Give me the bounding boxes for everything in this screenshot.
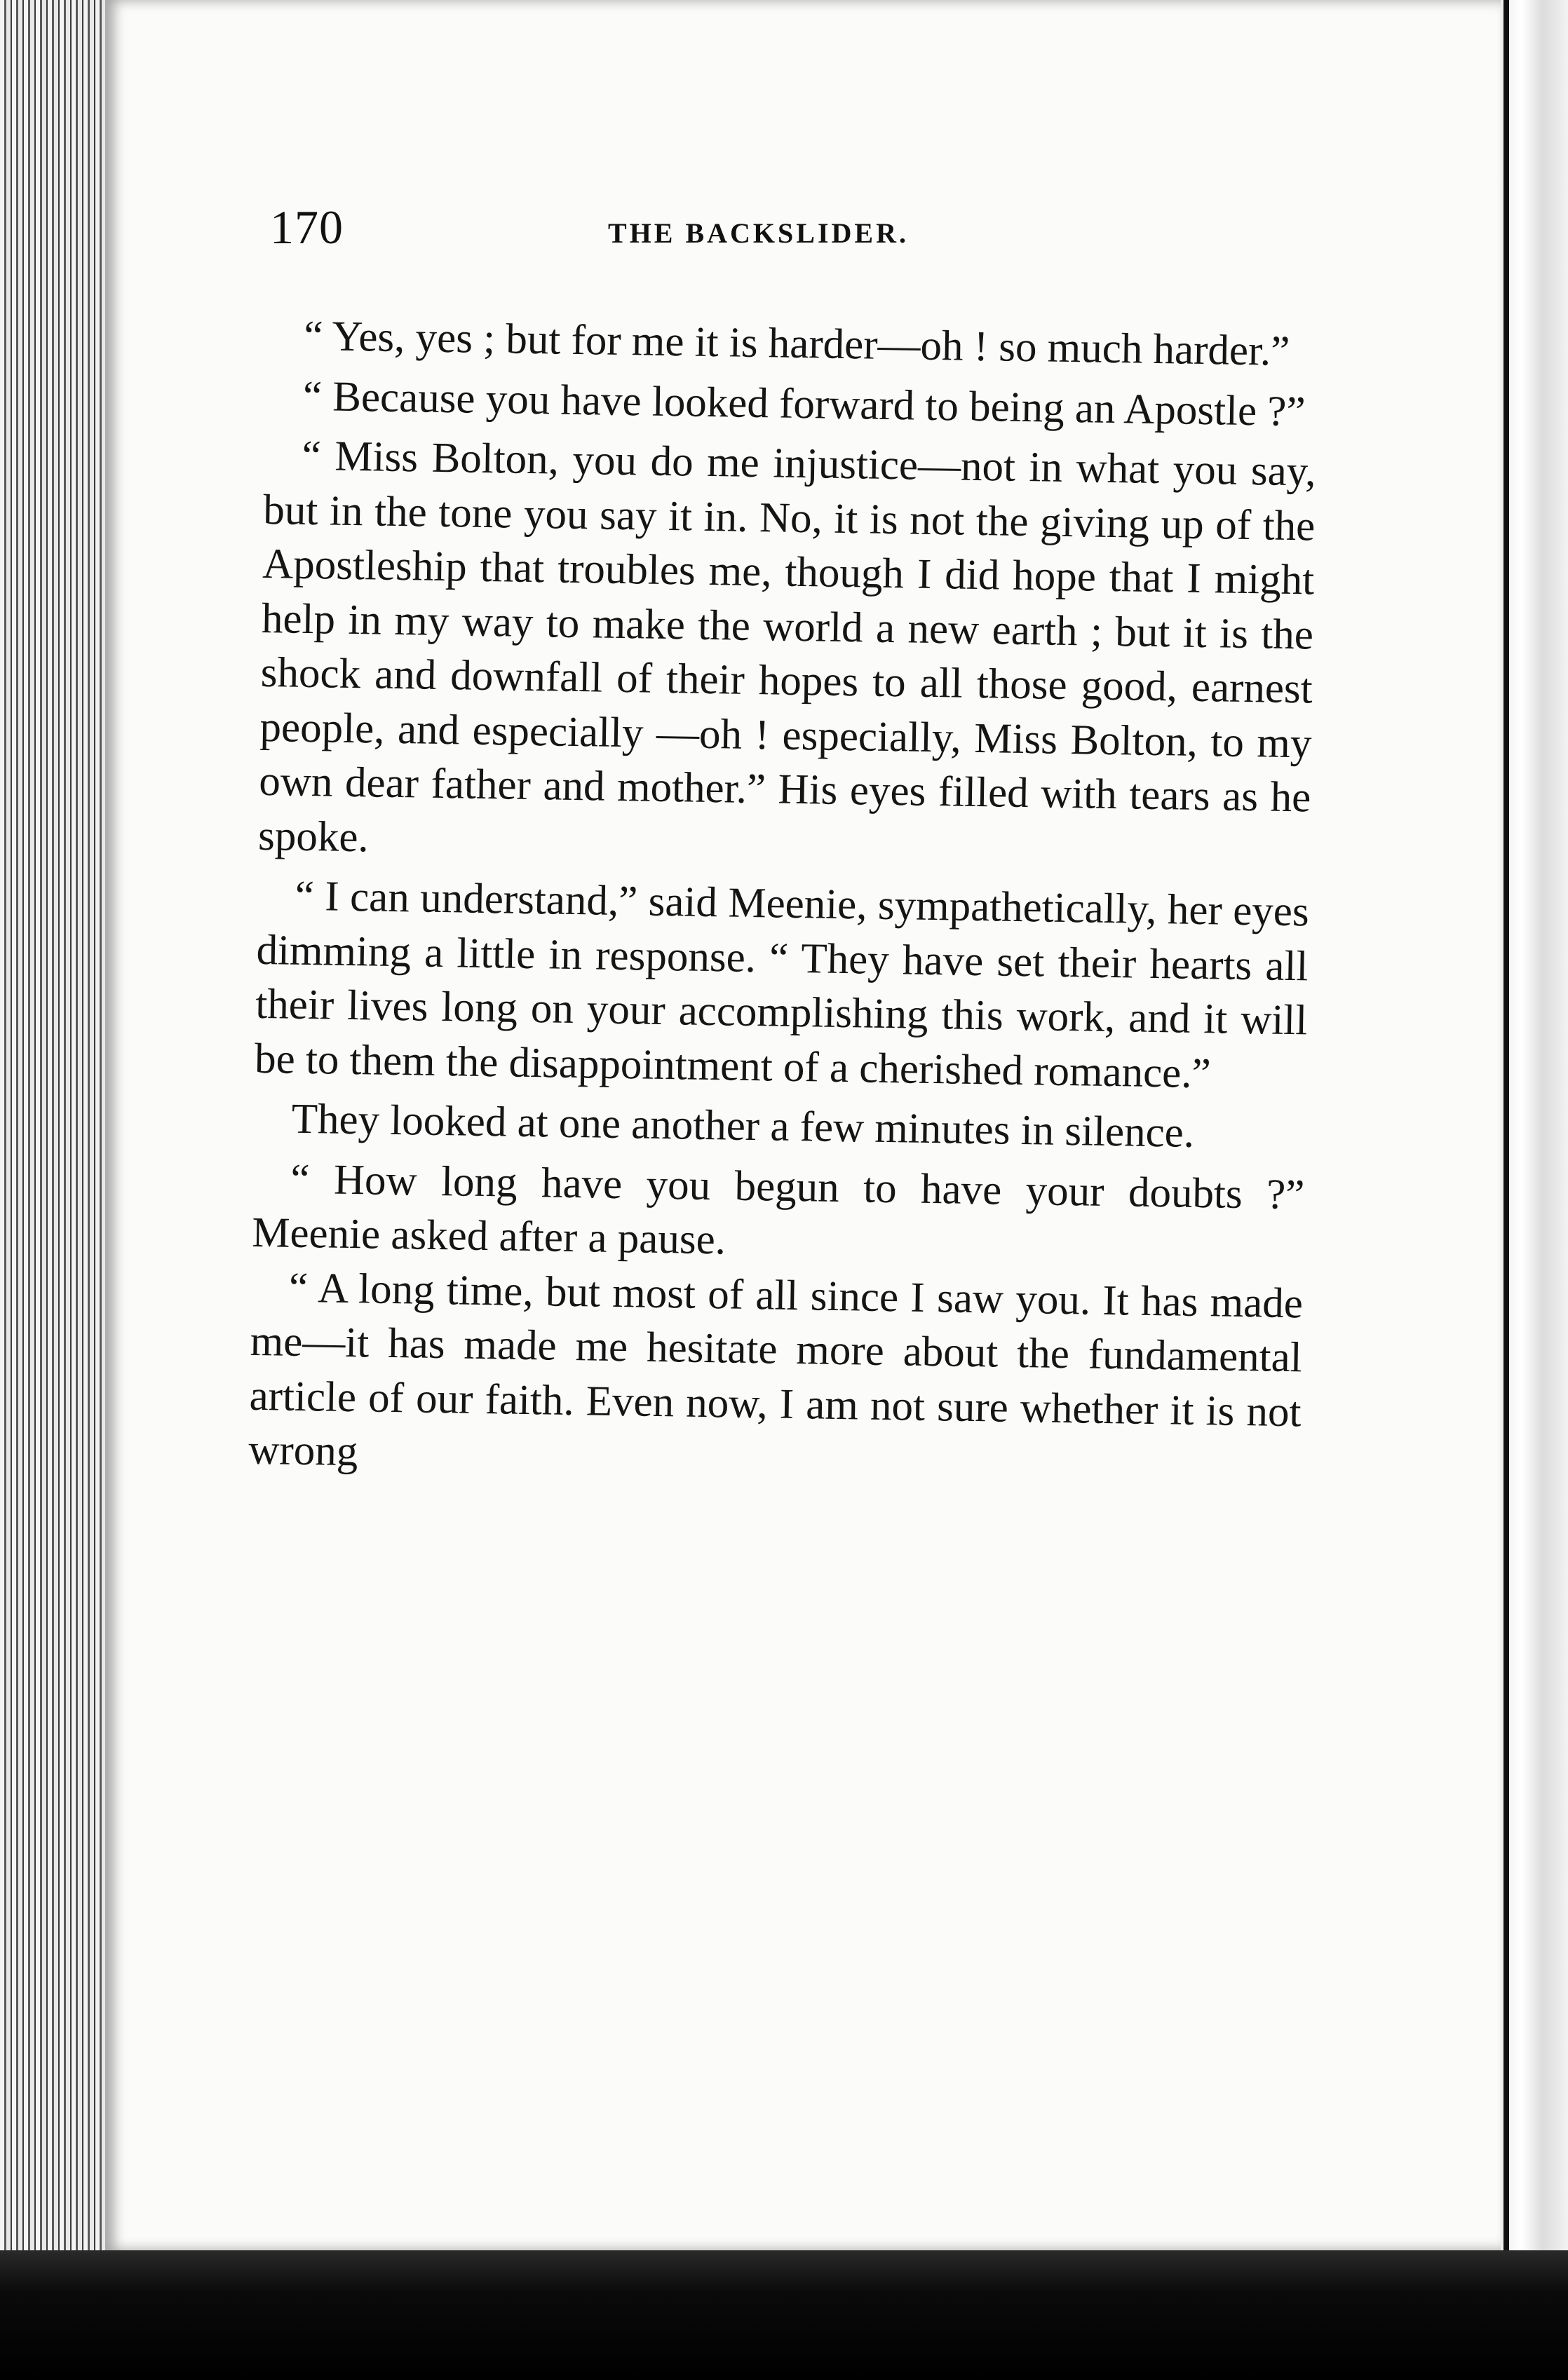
paragraph: They looked at one another a few minutes in silence. <box>291 1095 1195 1157</box>
running-header <box>270 200 1322 263</box>
paragraph: “ A long time, but most of all since I saw you. It has made me—it has made me hesitate more about the fundamental article of our faith. Even now, I am not sure whether it is not wrong <box>248 1264 1304 1476</box>
paragraph: “ Because you have looked forward to being an Apostle ?” <box>302 372 1306 435</box>
paragraph: “ Miss Bolton, you do me injustice—not in what you say, but in the tone you say it in. No, it is not the giving up of the Apostleship that troubles me, though I did hope that I might help in my way to make the world a new earth ; but it is the shock and downfall of their hopes to all those good, earnest people, and especially —oh ! especially, Miss Bolton, to my own dear father and mother.” His eyes filled with tears as he spoke. <box>257 432 1317 861</box>
paragraph: “ Yes, yes ; but for me it is harder—oh ! so much harder.” <box>303 312 1290 375</box>
scan-bottom-border <box>0 2250 1568 2380</box>
body-text <box>248 308 1318 1494</box>
page-number: 170 <box>270 200 344 254</box>
right-page-edge <box>1501 0 1568 2285</box>
paragraph: “ How long have you begun to have your doubts ?” Meenie asked after a pause. <box>251 1155 1305 1264</box>
left-page-edges <box>0 0 112 2271</box>
paragraph: “ I can understand,” said Meenie, sympathetically, her eyes dimming a little in response. “ They have set their hearts all their lives long on your accomplishing this work, and it will be to them the disappointment of a cherished romance.” <box>254 872 1310 1097</box>
running-head-title: THE BACKSLIDER. <box>608 217 909 249</box>
